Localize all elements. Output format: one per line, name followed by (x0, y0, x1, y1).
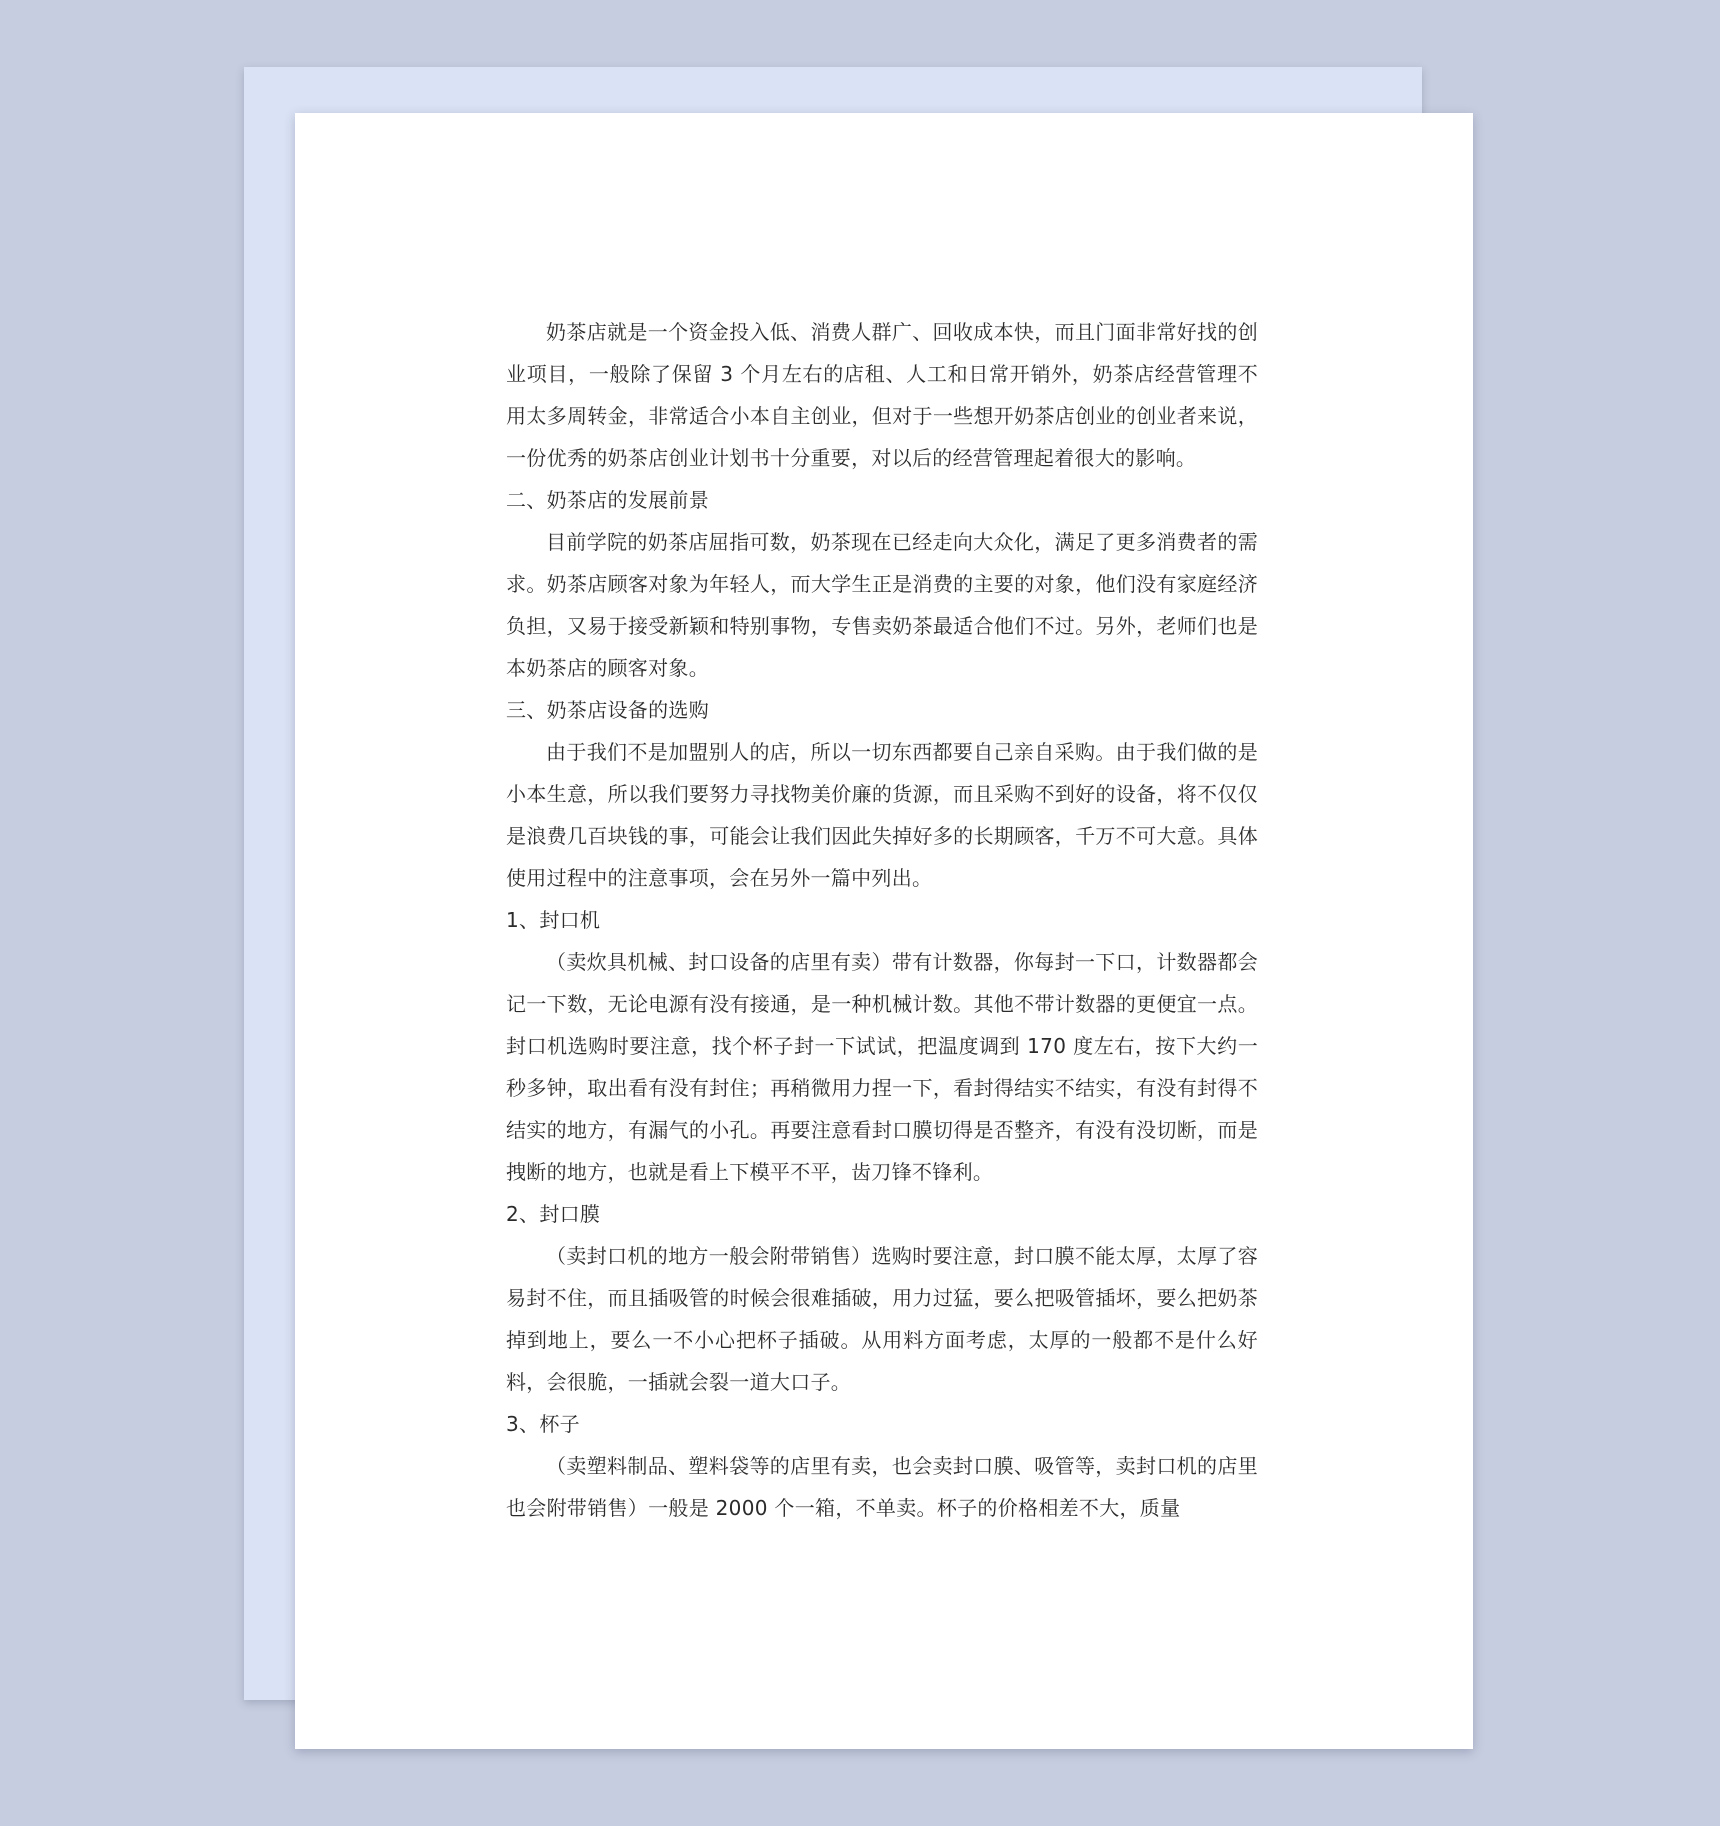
subheading-cups: 3、杯子 (506, 1412, 580, 1436)
front-page-sheet (295, 113, 1473, 1749)
section-heading-prospects: 二、奶茶店的发展前景 (506, 488, 709, 512)
paragraph-prospects: 目前学院的奶茶店屈指可数，奶茶现在已经走向大众化，满足了更多消费者的需求。奶茶店顾客对象为年轻人，而大学生正是消费的主要的对象，他们没有家庭经济负担，又易于接受新颖和特别事物，专售卖奶茶最适合他们不过。另外，老师们也是本奶茶店的顾客对象。 (506, 530, 1258, 680)
section-heading-equipment: 三、奶茶店设备的选购 (506, 698, 709, 722)
document-body (506, 311, 1258, 1529)
paragraph-sealing-machine: （卖炊具机械、封口设备的店里有卖）带有计数器，你每封一下口，计数器都会记一下数，无论电源有没有接通，是一种机械计数。其他不带计数器的更便宜一点。封口机选购时要注意，找个杯子封一下试试，把温度调到 170 度左右，按下大约一秒多钟，取出看有没有封住；再稍微用力捏一下，看封得结实不结实，有没有封得不结实的地方，有漏气的小孔。再要注意看封口膜切得是否整齐，有没有没切断，而是拽断的地方，也就是看上下模平不平，齿刀锋不锋利。 (506, 950, 1258, 1184)
subheading-sealing-film: 2、封口膜 (506, 1202, 601, 1226)
paragraph-intro: 奶茶店就是一个资金投入低、消费人群广、回收成本快，而且门面非常好找的创业项目，一般除了保留 3 个月左右的店租、人工和日常开销外，奶茶店经营管理不用太多周转金，非常适合小本自主创业，但对于一些想开奶茶店创业的创业者来说，一份优秀的奶茶店创业计划书十分重要，对以后的经营管理起着很大的影响。 (506, 320, 1258, 470)
paragraph-equipment: 由于我们不是加盟别人的店，所以一切东西都要自己亲自采购。由于我们做的是小本生意，所以我们要努力寻找物美价廉的货源，而且采购不到好的设备，将不仅仅是浪费几百块钱的事，可能会让我们因此失掉好多的长期顾客，千万不可大意。具体使用过程中的注意事项，会在另外一篇中列出。 (506, 740, 1258, 890)
paragraph-cups: （卖塑料制品、塑料袋等的店里有卖，也会卖封口膜、吸管等，卖封口机的店里也会附带销售）一般是 2000 个一箱，不单卖。杯子的价格相差不大，质量 (506, 1454, 1258, 1520)
paragraph-sealing-film: （卖封口机的地方一般会附带销售）选购时要注意，封口膜不能太厚，太厚了容易封不住，而且插吸管的时候会很难插破，用力过猛，要么把吸管插坏，要么把奶茶掉到地上，要么一不小心把杯子插破。从用料方面考虑，太厚的一般都不是什么好料，会很脆，一插就会裂一道大口子。 (506, 1244, 1258, 1394)
subheading-sealing-machine: 1、封口机 (506, 908, 601, 932)
